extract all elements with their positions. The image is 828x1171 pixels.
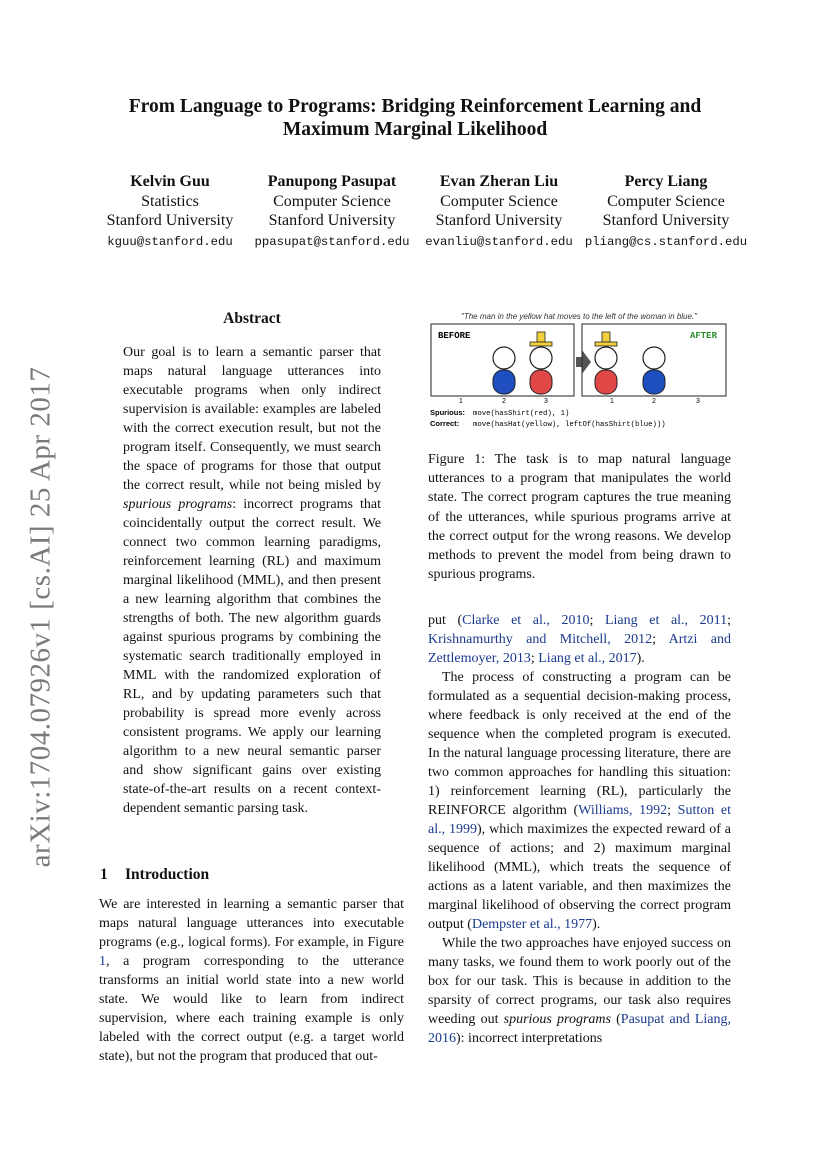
arxiv-identifier: arXiv:1704.07926v1 [cs.AI] 25 Apr 2017 — [24, 366, 57, 868]
before-man-white-shirt — [493, 347, 515, 394]
author-email[interactable]: evanliu@stanford.edu — [425, 234, 573, 249]
text: ), which maximizes the expected reward of a sequence of actions; and 2) maximum marginal likelihood (MML), which treats the sequence of actions as a latent variable, and then maximizes the marginal likelihood of observing the correct program output ( — [428, 822, 731, 932]
title-line-1: From Language to Programs: Bridging Reinforcement Learning and — [128, 96, 702, 117]
text: put ( — [428, 613, 463, 628]
citation-link[interactable]: Sutton et al., 1999 — [428, 803, 731, 837]
after-woman-blue-shirt — [643, 347, 665, 394]
text: While the two approaches have enjoyed success on many tasks, we found them to work poorly out of the box for our task. This is because in addition to the sparsity of correct programs, our task also requires weeding out — [428, 936, 731, 1027]
author-dept: Computer Science — [273, 192, 391, 210]
abstract-heading: Abstract — [223, 310, 281, 327]
position-label: 1 — [610, 398, 614, 405]
paper-title — [90, 95, 740, 141]
author-name: Kelvin Guu — [130, 173, 210, 190]
right-column-text — [428, 611, 731, 1048]
before-man-yellow-hat — [530, 332, 552, 394]
author-name: Panupong Pasupat — [267, 173, 397, 190]
figure-reference-link[interactable]: 1 — [99, 954, 106, 969]
spurious-program: move(hasShirt(red), 1) — [473, 410, 570, 418]
citation-link[interactable]: Dempster et al., 1977 — [471, 917, 593, 932]
paragraph: put (Clarke et al., 2010; Liang et al., 2011; Krishnamurthy and Mitchell, 2012; Artzi and Zettlemoyer, 2013; Liang et al., 2017). — [428, 613, 732, 666]
citation-link[interactable]: Krishnamurthy and Mitchell, 2012 — [428, 632, 653, 647]
text: ( — [610, 1012, 621, 1027]
arxiv-sidebar — [18, 366, 64, 868]
author-affiliation: Stanford University — [106, 212, 234, 229]
author-block — [582, 172, 750, 252]
author-affiliation: Stanford University — [602, 212, 730, 229]
citation-link[interactable]: Williams, 1992 — [578, 803, 668, 818]
figure-utterance: "The man in the yellow hat moves to the left of the woman in blue." — [460, 312, 698, 321]
author-block — [250, 172, 414, 252]
text: The process of constructing a program can be formulated as a sequential decision-making process, where feedback is only received at the end of the sequence when the completed program is executed. In the natural language processing literature, there are two common approaches for handling this situation: 1) reinforcement learning (RL), particularly the REINFORCE algorithm ( — [428, 670, 731, 818]
text: ). — [636, 651, 645, 666]
figure-1 — [428, 310, 730, 435]
author-block — [95, 172, 245, 252]
citation-link[interactable]: Clarke et al., 2010 — [462, 613, 590, 628]
author-name: Evan Zheran Liu — [439, 173, 559, 190]
citation-link[interactable]: Artzi and Zettlemoyer, 2013 — [428, 632, 731, 666]
text: ). — [592, 917, 601, 932]
emphasis: spurious programs — [503, 1012, 611, 1027]
intro-paragraph — [99, 895, 404, 1066]
after-label: AFTER — [689, 331, 717, 341]
position-label: 1 — [459, 398, 463, 405]
section-number: 1 — [100, 866, 108, 883]
after-man-yellow-hat — [595, 332, 617, 394]
figure-1-diagram — [428, 310, 730, 435]
author-name: Percy Liang — [624, 173, 708, 190]
section-heading — [100, 866, 209, 884]
correct-label: Correct: — [430, 419, 460, 428]
abstract-emphasis: spurious programs — [123, 497, 233, 512]
author-email[interactable]: kguu@stanford.edu — [107, 234, 233, 249]
author-dept: Statistics — [141, 192, 199, 210]
author-email[interactable]: pliang@cs.stanford.edu — [584, 234, 748, 249]
transition-arrow-icon — [576, 350, 591, 374]
correct-program: move(hasHat(yellow), leftOf(hasShirt(blue))) — [473, 421, 666, 429]
section-title: Introduction — [125, 866, 210, 883]
paragraph — [428, 934, 731, 1048]
citation-link[interactable]: Pasupat and Liang, 2016 — [428, 1012, 732, 1046]
author-dept: Computer Science — [607, 192, 725, 210]
position-label: 2 — [502, 398, 506, 405]
position-label: 2 — [652, 398, 656, 405]
before-label: BEFORE — [438, 331, 471, 341]
intro-text: , a program corresponding to the utterance transforms an initial world state into a new world state. We would like to learn from indirect supervision, where each training example is only labeled with the correct output (e.g. a target world state), but not the program that produced that out- — [99, 954, 404, 1064]
abstract-text: Our goal is to learn a semantic parser that maps natural language utterances into executable programs when only indirect supervision is available: examples are labeled with the correct execution result, but not the program itself. Consequently, we must search the space of programs for those that output the correct result, while not being misled by — [123, 345, 381, 493]
citation-link[interactable]: Liang et al., 2011 — [604, 613, 728, 628]
paragraph: The process of constructing a program can be formulated as a sequential decision-making process, where feedback is only received at the end of the sequence when the completed program is executed. In the natural language processing literature, there are two common approaches for handling this situation: 1) reinforcement learning (RL), particularly the REINFORCE algorithm (Williams, 1992; Sutton et al., 1999), which maximizes the expected reward of a sequence of actions; and 2) maximum marginal likelihood (MML), which treats the sequence of actions as a latent variable, and then maximizes the marginal likelihood of observing the correct program output (Dempster et al., 1977). — [428, 670, 731, 932]
position-label: 3 — [544, 398, 548, 405]
spurious-label: Spurious: — [430, 408, 465, 417]
intro-text: We are interested in learning a semantic parser that maps natural language utterances into executable programs (e.g., logical forms). For example, in Figure — [99, 897, 404, 950]
author-dept: Computer Science — [440, 192, 558, 210]
author-affiliation: Stanford University — [435, 212, 563, 229]
author-email[interactable]: ppasupat@stanford.edu — [254, 234, 410, 249]
title-line-2: Maximum Marginal Likelihood — [282, 119, 548, 140]
position-label: 3 — [696, 398, 700, 405]
citation-link[interactable]: Liang et al., 2017 — [538, 651, 637, 666]
abstract-text: : incorrect programs that coincidentally output the correct result. We connect two common learning paradigms, reinforcement learning (RL) and maximum marginal likelihood (MML), and then present a new learning algorithm that combines the strengths of both. The new algorithm guards against spurious programs by combining the systematic search traditionally employed in MML with the randomized exploration of RL, and by updating parameters such that probability is spread more evenly across consistent programs. We apply our learning algorithm to a new neural semantic parser and show significant gains over existing state-of-the-art results on a recent context-dependent semantic parsing task. — [123, 497, 381, 816]
author-affiliation: Stanford University — [268, 212, 396, 229]
author-block — [420, 172, 578, 252]
text: ): incorrect interpretations — [456, 1031, 603, 1046]
figure-caption: Figure 1: The task is to map natural language utterances to a program that manipulates the world state. The correct program captures the true meaning of the utterances, while spurious programs arrive at the correct output for the wrong reasons. We develop methods to prevent the model from being drawn to spurious programs. — [428, 452, 731, 583]
abstract-body — [123, 343, 381, 818]
